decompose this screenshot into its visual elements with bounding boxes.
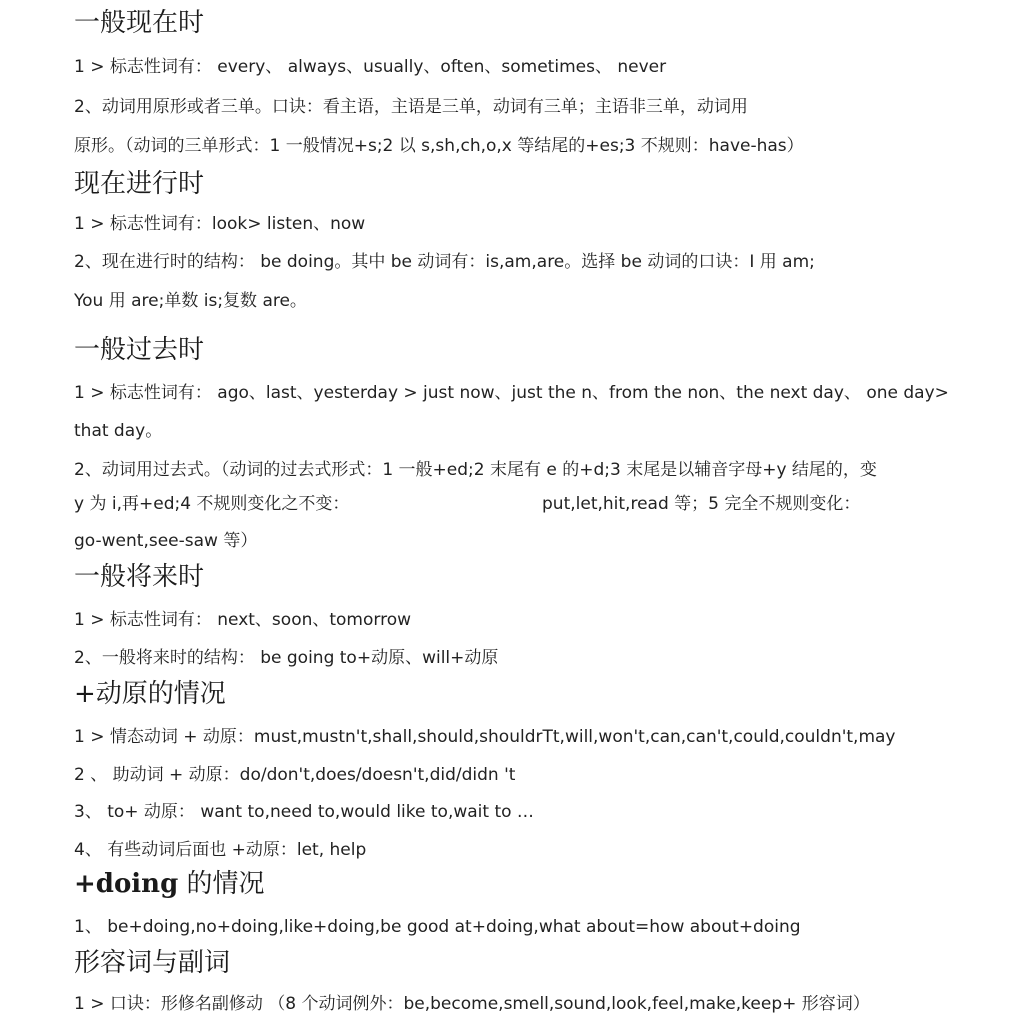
past-simple-rule-cont-b: put,let,hit,read 等；5 完全不规则变化：: [542, 494, 861, 514]
heading-present-continuous: 现在进行时: [74, 169, 205, 199]
present-simple-rule: 2、动词用原形或者三单。口诀：看主语，主语是三单，动词有三单；主语非三单，动词用: [74, 97, 748, 117]
present-simple-rule-cont: 原形。（动词的三单形式：1 一般情况+s;2 以 s,sh,ch,o,x 等结尾的+es;3 不规则：have-has）: [74, 136, 804, 156]
heading-future-simple: 一般将来时: [74, 562, 205, 592]
present-continuous-structure-cont: You 用 are;单数 is;复数 are。: [74, 291, 307, 311]
base-verb-others: 4、 有些动词后面也 +动原：let, help: [74, 840, 367, 860]
heading-doing: [74, 869, 265, 899]
present-continuous-structure: 2、现在进行时的结构： be doing。其中 be 动词有：is,am,are。选择 be 动词的口诀：I 用 am;: [74, 252, 815, 272]
future-simple-structure: 2、一般将来时的结构： be going to+动原、will+动原: [74, 648, 499, 668]
future-simple-markers: 1 > 标志性词有： next、soon、tomorrow: [74, 610, 412, 630]
heading-doing-zh: 的情况: [178, 869, 265, 899]
adj-adv-rule: 1 > 口诀：形修名副修动 （8 个动词例外：be,become,smell,sound,look,feel,make,keep+ 形容词）: [74, 994, 870, 1014]
past-simple-rule-end: go-went,see-saw 等）: [74, 531, 258, 551]
past-simple-rule: 2、动词用过去式。（动词的过去式形式：1 一般+ed;2 末尾有 e 的+d;3 末尾是以辅音字母+y 结尾的，变: [74, 460, 877, 480]
heading-present-simple: 一般现在时: [74, 8, 205, 38]
past-simple-markers: 1 > 标志性词有： ago、last、yesterday > just now、just the n、from the non、the next day、 one day>: [74, 383, 949, 403]
base-verb-auxiliary: 2 、 助动词 + 动原：do/don't,does/doesn't,did/didn 't: [74, 765, 516, 785]
base-verb-modal: 1 > 情态动词 + 动原：must,mustn't,shall,should,shouldrTt,will,won't,can,can't,could,couldn't,may: [74, 727, 896, 747]
heading-base-verb: +动原的情况: [74, 679, 226, 709]
doing-cases: 1、 be+doing,no+doing,like+doing,be good at+doing,what about=how about+doing: [74, 917, 801, 937]
past-simple-markers-cont: that day。: [74, 421, 163, 441]
heading-adj-adv: 形容词与副词: [74, 948, 231, 978]
base-verb-to: 3、 to+ 动原： want to,need to,would like to,wait to …: [74, 802, 534, 822]
present-simple-markers: 1 > 标志性词有： every、 always、usually、often、sometimes、 never: [74, 57, 667, 77]
heading-past-simple: 一般过去时: [74, 335, 205, 365]
present-continuous-markers: 1 > 标志性词有：look> listen、now: [74, 214, 366, 234]
heading-doing-en: +doing: [74, 869, 179, 899]
past-simple-rule-cont-a: y 为 i,再+ed;4 不规则变化之不变：: [74, 494, 350, 514]
